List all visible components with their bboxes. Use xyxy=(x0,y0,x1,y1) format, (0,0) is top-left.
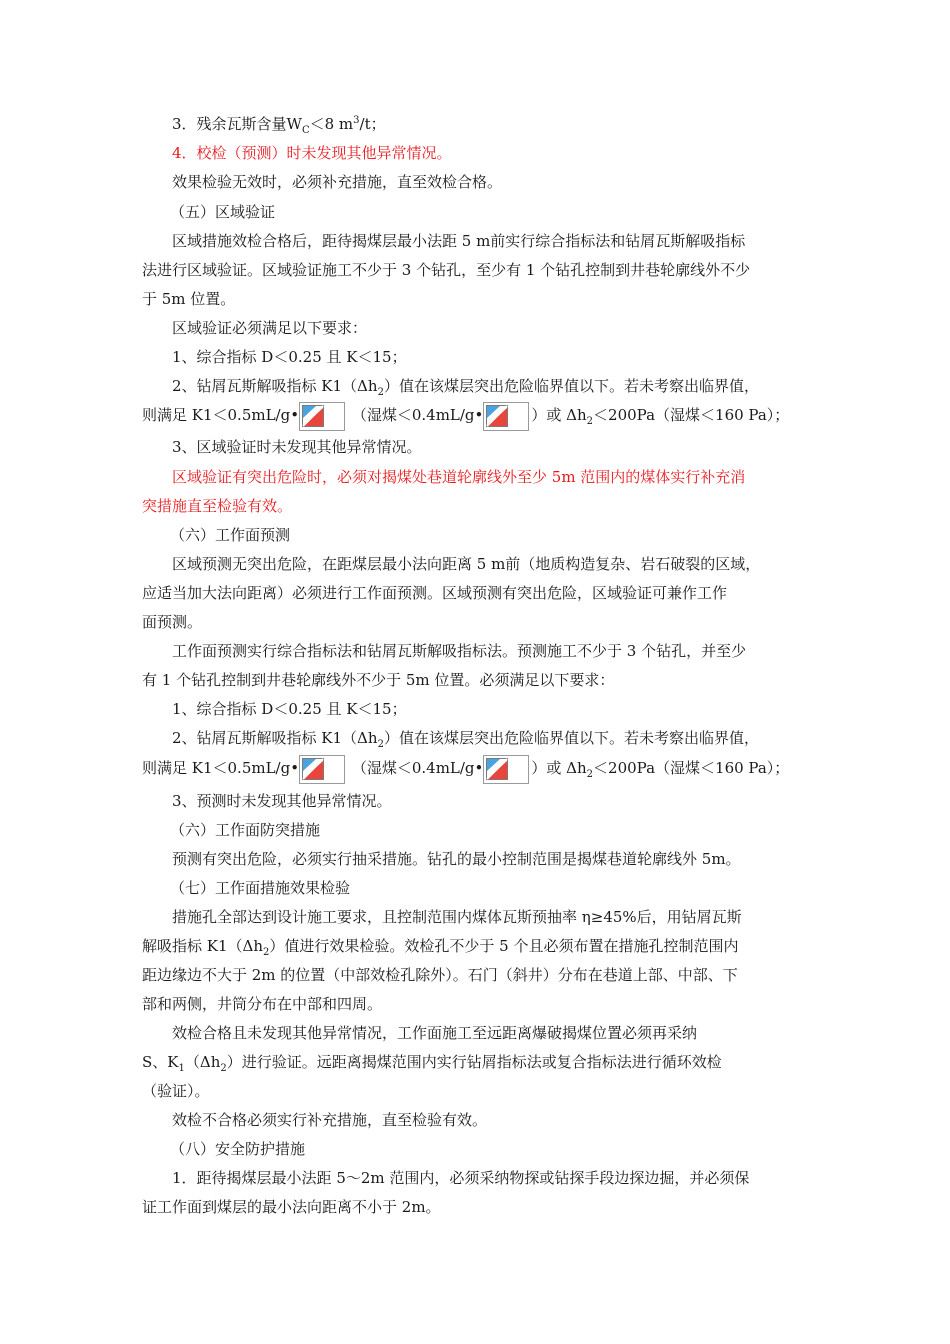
section-heading: （六）工作面预测 xyxy=(170,526,291,544)
paragraph: 措施孔全部达到设计施工要求，且控制范围内煤体瓦斯预抽率 η≥45%后，用钻屑瓦斯 xyxy=(172,908,742,926)
paragraph: 解吸指标 $K1(\Delta h_2)$值进行效果检验。效检孔不少于 5 个且必须布置在措施孔控制范围内 xyxy=(142,937,739,958)
paragraph: 2、钻屑瓦斯解吸指标 $K1(\Delta h_2)$值在该煤层突出危险临界值以下。若未考察出临界值， xyxy=(172,729,759,750)
paragraph-red: 区域验证有突出危险时，必须对揭煤处巷道轮廓线外至少 5m 范围内的煤体实行补充消 xyxy=(172,468,746,486)
broken-image-icon xyxy=(483,402,529,431)
paragraph: 区域验证必须满足以下要求： xyxy=(172,319,368,337)
paragraph: 1、综合指标 D＜0.25 且 K＜15； xyxy=(172,348,407,366)
broken-image-icon xyxy=(299,755,345,784)
paragraph: 则满足 K1＜0.5mL/g• （湿煤＜0.4mL/g• ）或 $\Delta h_2<200Pa$（湿煤＜160 Pa）； xyxy=(142,754,812,784)
paragraph: 效检不合格必须实行补充措施，直至检验有效。 xyxy=(172,1111,488,1129)
paragraph: 效检合格且未发现其他异常情况，工作面施工至远距离爆破揭煤位置必须再采纳 xyxy=(172,1024,698,1042)
paragraph: 2、钻屑瓦斯解吸指标 $K1(\Delta h_2)$值在该煤层突出危险临界值以下。若未考察出临界值， xyxy=(172,377,759,398)
paragraph-red: 突措施直至检验有效。 xyxy=(142,497,293,515)
paragraph-red: 4．校检（预测）时未发现其他异常情况。 xyxy=(172,144,452,162)
paragraph: 部和两侧，井筒分布在中部和四周。 xyxy=(142,995,383,1013)
broken-image-icon xyxy=(299,402,345,431)
paragraph: 1、综合指标 D＜0.25 且 K＜15； xyxy=(172,700,407,718)
paragraph: 效果检验无效时，必须补充措施，直至效检合格。 xyxy=(172,173,503,191)
paragraph: （验证）。 xyxy=(142,1082,210,1100)
broken-image-icon xyxy=(483,755,529,784)
paragraph: 法进行区域验证。区域验证施工不少于 3 个钻孔，至少有 1 个钻孔控制到井巷轮廓线外不少 xyxy=(142,261,751,279)
paragraph: 区域预测无突出危险，在距煤层最小法向距离 5 m前（地质构造复杂、岩石破裂的区域， xyxy=(172,555,761,573)
paragraph: 于 5m 位置。 xyxy=(142,290,236,308)
paragraph: 预测有突出危险，必须实行抽采措施。钻孔的最小控制范围是揭煤巷道轮廓线外 5m。 xyxy=(172,850,741,868)
paragraph: 证工作面到煤层的最小法向距离不小于 2m。 xyxy=(142,1198,441,1216)
paragraph: 面预测。 xyxy=(142,613,203,631)
section-heading: （六）工作面防突措施 xyxy=(170,821,321,839)
paragraph: 区域措施效检合格后，距待揭煤层最小法距 5 m前实行综合指标法和钻屑瓦斯解吸指标 xyxy=(172,232,746,250)
paragraph: 3．残余瓦斯含量$W_C<8$ $m^3/t$； xyxy=(172,115,386,136)
paragraph: 有 1 个钻孔控制到井巷轮廓线外不少于 5m 位置。必须满足以下要求： xyxy=(142,671,615,689)
paragraph: 工作面预测实行综合指标法和钻屑瓦斯解吸指标法。预测施工不少于 3 个钻孔，并至少 xyxy=(172,642,747,660)
section-heading: （七）工作面措施效果检验 xyxy=(170,879,351,897)
paragraph: S、$K_1(\Delta h_2)$进行验证。远距离揭煤范围内实行钻屑指标法或复合指标法进行循环效检 xyxy=(142,1053,722,1074)
paragraph: 3、区域验证时未发现其他异常情况。 xyxy=(172,438,422,456)
paragraph: 应适当加大法向距离）必须进行工作面预测。区域预测有突出危险，区域验证可兼作工作 xyxy=(142,584,728,602)
paragraph: 3、预测时未发现其他异常情况。 xyxy=(172,792,392,810)
paragraph: 1．距待揭煤层最小法距 5～2m 范围内，必须采纳物探或钻探手段边探边掘，并必须保 xyxy=(172,1169,750,1187)
paragraph: 距边缘边不大于 2m 的位置（中部效检孔除外）。石门（斜井）分布在巷道上部、中部、下 xyxy=(142,966,738,984)
section-heading: （八）安全防护措施 xyxy=(170,1140,306,1158)
section-heading: （五）区域验证 xyxy=(170,203,276,221)
paragraph: 则满足 K1＜0.5mL/g• （湿煤＜0.4mL/g• ）或 $\Delta h_2<200Pa$（湿煤＜160 Pa）； xyxy=(142,401,812,431)
